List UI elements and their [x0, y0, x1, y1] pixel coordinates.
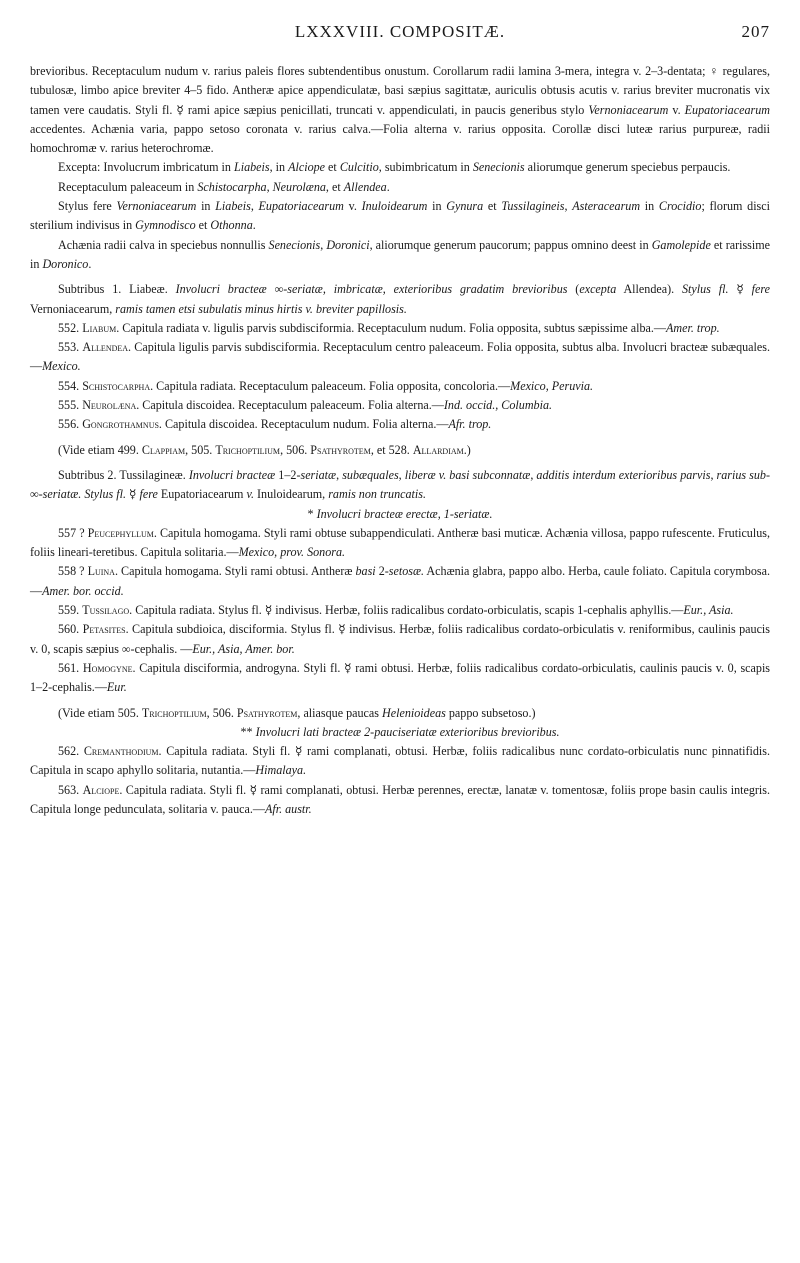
paragraph-p15: 557 ? Peucephyllum. Capitula homogama. Styli rami obtuse subappendiculati. Antheræ basi muticæ. Achænia villosa, pappo rufescente. Fruticulus, foliis lineari-teretibus. Capitula solitaria.—Mexico, prov. Sonora. — [30, 525, 770, 560]
running-title: LXXXVIII. COMPOSITÆ. — [294, 22, 506, 41]
body-text — [30, 62, 770, 819]
paragraph-p10: 555. Neurolæna. Capitula discoidea. Receptaculum paleaceum. Folia alterna.—Ind. occid., Columbia. — [58, 398, 553, 413]
running-header — [0, 22, 800, 42]
paragraph-p16: 558 ? Luina. Capitula homogama. Styli rami obtusi. Antheræ basi 2-setosæ. Achænia glabra, pappo albo. Herba, caule foliato. Capitula corymbosa.—Amer. bor. occid. — [30, 564, 770, 598]
paragraph-p22: 562. Cremanthodium. Capitula radiata. Styli fl. ☿ rami complanati, obtusi. Herbæ, foliis radicalibus nunc cordato-orbiculatis nunc pinnatifidis. Capitula in scapo aphyllo solitaria, nutantia.—Himalaya. — [30, 744, 770, 778]
paragraph-p11: 556. Gongrothamnus. Capitula discoidea. Receptaculum nudum. Folia alterna.—Afr. trop. — [58, 417, 492, 432]
paragraph-p23: 563. Alciope. Capitula radiata. Styli fl. ☿ rami complanati, obtusi. Herbæ perennes, erectæ, lanatæ v. tomentosæ, foliis prope basin caulis integris. Capitula longe pedunculata, solitaria v. pauca.—Afr. austr. — [30, 782, 771, 816]
paragraph-p13: Subtribus 2. Tussilagineæ. Involucri bracteæ 1–2-seriatæ, subæquales, liberæ v. basi subconnatæ, additis interdum exterioribus parvis, rarius sub-∞-seriatæ. Stylus fl. ☿ fere Eupatoriacearum v. Inuloidearum, ramis non truncatis. — [30, 467, 771, 502]
paragraph-p01: brevioribus. Receptaculum nudum v. rarius paleis flores subtendentibus onustum. Corollarum radii lamina 3-mera, integra v. 2–3-dentata; ♀ regulares, tubulosæ, limbo apice breviter 4–5 fido. Antheræ apice appendiculatæ, basi sæpius sagittatæ, auriculis obtusis acutis v. rarius breviter mucronatis vix tamen vere caudatis. Styli fl. ☿ rami apice sæpius penicillati, truncati v. appendiculati, in paucis generibus stylo Vernoniacearum v. Eupatoriacearum accedentes. Achænia varia, pappo setoso coronata v. rarius calva.—Folia alterna v. rarius opposita. Corollæ disci luteæ rarius purpureæ, radii homochromæ v. rarius heterochromæ. — [30, 64, 770, 156]
paragraph-p04: Stylus fere Vernoniacearum in Liabeis, Eupatoriacearum v. Inuloidearum in Gynura et Tussilagineis, Asteracearum in Crocidio; florum disci sterilium indivisus in Gymnodisco et Othonna. — [30, 199, 770, 233]
paragraph-p07: 552. Liabum. Capitula radiata v. ligulis parvis subdisciformia. Receptaculum nudum. Folia opposita, subtus sæpissime alba.—Amer. trop. — [58, 320, 720, 335]
page-number: 207 — [741, 22, 770, 41]
paragraph-p02: Excepta: Involucrum imbricatum in Liabeis, in Alciope et Culcitio, subimbricatum in Senecionis aliorumque generum speciebus perpaucis. — [58, 160, 731, 175]
paragraph-p06: Subtribus 1. Liabeæ. Involucri bracteæ ∞-seriatæ, imbricatæ, exterioribus gradatim brevioribus (excepta Allendea). Stylus fl. ☿ fere Vernoniacearum, ramis tamen etsi subulatis minus hirtis v. breviter papillosis. — [30, 282, 770, 316]
paragraph-p17: 559. Tussilago. Capitula radiata. Stylus fl. ☿ indivisus. Herbæ, foliis radicalibus cordato-orbiculatis, scapis 1-cephalis aphyllis.—Eur., Asia. — [58, 603, 734, 618]
paragraph-p14: * Involucri bracteæ erectæ, 1-seriatæ. — [307, 506, 493, 521]
paragraph-p03: Receptaculum paleaceum in Schistocarpha, Neurolæna, et Allendea. — [58, 179, 390, 194]
paragraph-p09: 554. Schistocarpha. Capitula radiata. Receptaculum paleaceum. Folia opposita, concoloria.—Mexico, Peruvia. — [58, 378, 594, 393]
paragraph-p20: (Vide etiam 505. Trichoptilium, 506. Psathyrotem, aliasque paucas Helenioideas pappo subsetoso.) — [58, 705, 536, 720]
paragraph-p12: (Vide etiam 499. Clappiam, 505. Trichoptilium, 506. Psathyrotem, et 528. Allardiam.) — [58, 442, 471, 457]
paragraph-p05: Achænia radii calva in speciebus nonnullis Senecionis, Doronici, aliorumque generum paucorum; pappus omnino deest in Gamolepide et rarissime in Doronico. — [30, 237, 771, 271]
paragraph-p18: 560. Petasites. Capitula subdioica, disciformia. Stylus fl. ☿ indivisus. Herbæ, foliis radicalibus cordato-orbiculatis v. reniformibus, caulinis paucis v. 0, scapis sæpius ∞-cephalis. —Eur., Asia, Amer. bor. — [30, 622, 770, 656]
paragraph-p08: 553. Allendea. Capitula ligulis parvis subdisciformia. Receptaculum centro paleaceum. Folia opposita, subtus alba. Involucri bracteæ subæquales.—Mexico. — [30, 340, 771, 374]
paragraph-p19: 561. Homogyne. Capitula disciformia, androgyna. Styli fl. ☿ rami obtusi. Herbæ, foliis radicalibus cordato-orbiculatis, caulinis paucis v. 0, scapis 1–2-cephalis.—Eur. — [30, 660, 771, 695]
paragraph-p21: ** Involucri lati bracteæ 2-pauciseriatæ exterioribus brevioribus. — [240, 724, 560, 739]
